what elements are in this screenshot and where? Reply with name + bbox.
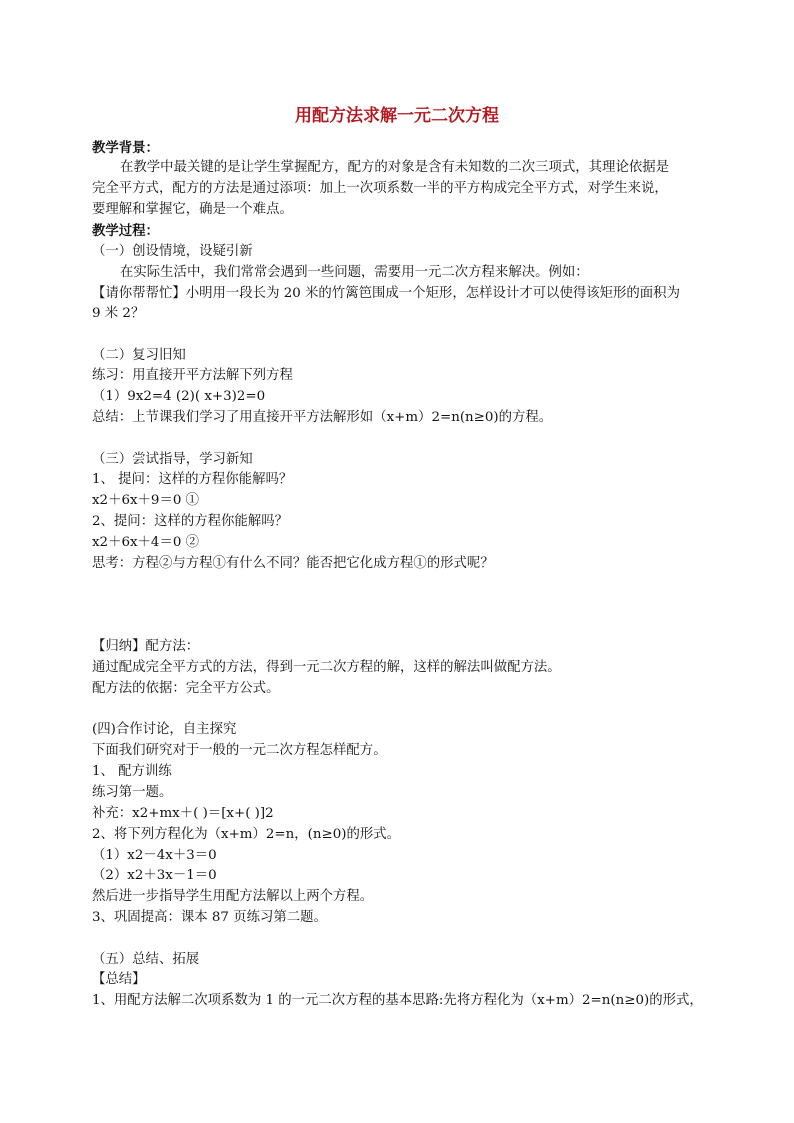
paragraph-line: 通过配成完全平方式的方法，得到一元二次方程的解，这样的解法叫做配方法。 bbox=[92, 660, 561, 675]
equation-line: （2）x2＋3x－1＝0 bbox=[92, 868, 217, 883]
paragraph-line: 总结：上节课我们学习了用直接开平方法解形如（x+m）2=n(n≥0)的方程。 bbox=[92, 410, 553, 425]
subsection-heading-4: (四)合作讨论，自主探究 bbox=[92, 722, 237, 737]
paragraph-line: 1、 配方训练 bbox=[92, 764, 172, 779]
paragraph-line: 在教学中最关键的是让学生掌握配方，配方的对象是含有未知数的二次三项式，其理论依据是 bbox=[120, 160, 670, 175]
equation-line: （1）x2－4x＋3＝0 bbox=[92, 848, 217, 863]
paragraph-line: 思考：方程②与方程①有什么不同？能否把它化成方程①的形式呢？ bbox=[92, 556, 494, 571]
paragraph-line: 9 米 2？ bbox=[92, 306, 145, 321]
equation-line: （1）9x2=4 (2)( x+3)2=0 bbox=[92, 389, 266, 404]
equation-line: x2＋6x＋4＝0 ② bbox=[92, 535, 200, 550]
subsection-heading-5: （五）总结、拓展 bbox=[92, 952, 200, 967]
equation-line: 补充：x2+mx＋( )＝[x+( )]2 bbox=[92, 806, 274, 821]
section-heading-background: 教学背景： bbox=[92, 140, 159, 156]
paragraph-line: 在实际生活中，我们常常会遇到一些问题，需要用一元二次方程来解决。例如： bbox=[120, 265, 589, 280]
paragraph-line: 2、提问：这样的方程你能解吗？ bbox=[92, 514, 288, 529]
section-heading-process: 教学过程： bbox=[92, 223, 159, 239]
paragraph-line: 练习：用直接开平方法解下列方程 bbox=[92, 368, 293, 383]
paragraph-line: 3、巩固提高：课本 87 页练习第二题。 bbox=[92, 910, 327, 925]
paragraph-line: 配方法的依据：完全平方公式。 bbox=[92, 681, 280, 696]
subsection-heading-1: （一）创设情境，设疑引新 bbox=[92, 244, 253, 259]
paragraph-line: 要理解和掌握它，确是一个难点。 bbox=[92, 202, 293, 217]
paragraph-line: 2、将下列方程化为（x+m）2=n，(n≥0)的形式。 bbox=[92, 827, 401, 842]
document-title: 用配方法求解一元二次方程 bbox=[295, 106, 499, 126]
equation-line: x2＋6x＋9＝0 ① bbox=[92, 493, 200, 508]
paragraph-line: 下面我们研究对于一般的一元二次方程怎样配方。 bbox=[92, 743, 387, 758]
paragraph-line: 【归纳】配方法： bbox=[92, 639, 200, 654]
paragraph-line: 【总结】 bbox=[92, 972, 146, 987]
paragraph-line: 【请你帮帮忙】小明用一段长为 20 米的竹篱笆围成一个矩形，怎样设计才可以使得该矩形的面积为 bbox=[92, 286, 680, 301]
subsection-heading-2: （二）复习旧知 bbox=[92, 348, 186, 363]
paragraph-line: 完全平方式，配方的方法是通过添项：加上一次项系数一半的平方构成完全平方式，对学生来说， bbox=[92, 181, 668, 196]
paragraph-line: 1、 提问：这样的方程你能解吗？ bbox=[92, 472, 293, 487]
paragraph-line: 练习第一题。 bbox=[92, 785, 173, 800]
paragraph-line: 1、用配方法解二次项系数为 1 的一元二次方程的基本思路:先将方程化为（x+m）2=n(n≥0)的形式， bbox=[92, 993, 703, 1008]
subsection-heading-3: （三）尝试指导，学习新知 bbox=[92, 452, 253, 467]
paragraph-line: 然后进一步指导学生用配方法解以上两个方程。 bbox=[92, 889, 374, 904]
